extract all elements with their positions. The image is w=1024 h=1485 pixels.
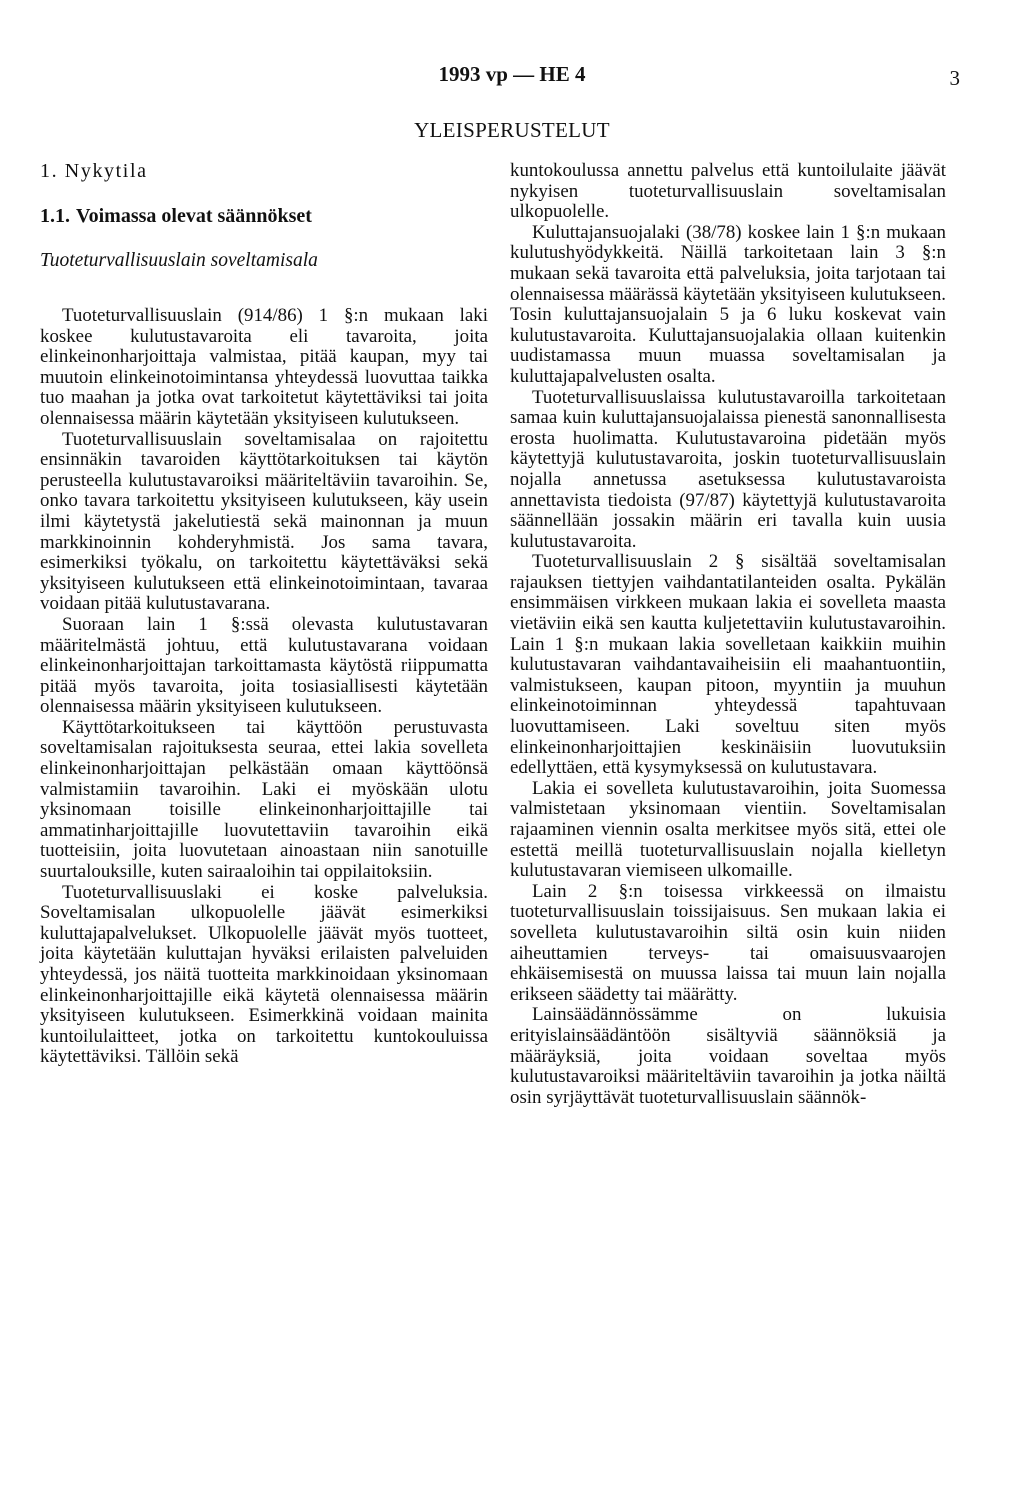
left-column — [40, 306, 488, 1068]
paragraph: Kuluttajansuojalaki (38/78) koskee lain 1 §:n mukaan kulutushyödykkeitä. Näillä tarkoitetaan lain 3 §:n mukaan sekä tavaroita että palveluksia, joita tarjotaan tai olennaisessa määrässä käytetään yksityiseen kulutukseen. Tosin kuluttajansuojalain 5 ja 6 luku koskevat vain kulutustavaroita. Kuluttajansuojalakia ollaan kuitenkin uudistamassa muun muassa soveltamisalan ja kuluttajapalvelusten osalta. — [510, 221, 946, 387]
page-number: 3 — [949, 66, 960, 90]
paragraph: Lainsäädännössämme on lukuisia erityislainsäädäntöön sisältyviä säännöksiä ja määräyksiä, joita voidaan soveltaa myös kulutustavaroiksi määriteltäviin tavaroihin ja jotka näiltä osin syrjäyttävät tuoteturvallisuuslain säännök- — [510, 1004, 946, 1108]
paragraph: Tuoteturvallisuuslaki ei koske palveluksia. Soveltamisalan ulkopuolelle jäävät esimerkiksi kuluttajapalvelukset. Ulkopuolelle jäävät myös tuotteet, joita käytetään kuluttajan hyväksi erilaisten palveluiden yhteydessä, jos näitä tuotteita markkinoidaan yksinomaan elinkeinonharjoittajille eikä käytetä olennaisessa määrin yksityiseen kulutukseen. Esimerkkinä voidaan mainita kuntoilulaitteet, jotka on tarkoitettu kuntokouluissa käytettäviksi. Tällöin sekä — [40, 881, 488, 1068]
subheading-soveltamisala: Tuoteturvallisuuslain soveltamisala — [40, 250, 318, 271]
paragraph: Käyttötarkoitukseen tai käyttöön perustuvasta soveltamisalan rajoituksesta seuraa, ettei lakia sovelleta elinkeinonharjoittajan pelkästään omaan käyttöönsä valmistamiin tavaroihin. Laki ei myöskään ulotu yksinomaan toisille elinkeinonharjoittajille tai ammatinharjoittajille luovutettaviin tavaroihin eikä tuotteisiin, joita luovutetaan ainoastaan niin sanotuille suurtalouksille, kuten sairaaloihin tai oppilaitoksiin. — [40, 716, 488, 883]
paragraph: Suoraan lain 1 §:ssä olevasta kulutustavaran määritelmästä johtuu, että kulutustavarana voidaan elinkeinonharjoittajan tarkoittamasta käytöstä riippumatta pitää myös tavaroita, joita tosiasiallisesti käytetään olennaisessa määrin yksityiseen kulutukseen. — [40, 613, 488, 718]
heading-voimassa-olevat-saannokset — [40, 205, 312, 228]
paragraph: Lain 2 §:n toisessa virkkeessä on ilmaistu tuoteturvallisuuslain toissijaisuus. Sen mukaan lakia ei sovelleta kulutustavaroihin siltä osin kuin niiden aiheuttamien terveys- tai omaisuusvaarojen ehkäisemisestä on muussa laissa tai muun lain nojalla erikseen säädetty tai määrätty. — [510, 880, 946, 1005]
paragraph: Tuoteturvallisuuslain soveltamisalaa on rajoitettu ensinnäkin tavaroiden käyttötarkoituksen tai käytön perusteella kulutustavaroiksi määriteltäviin tavaroihin. Se, onko tavara tarkoitettu yksityiseen kulutukseen, käy usein ilmi käytetystä jakelutiestä sekä mainonnan ja muun markkinoinnin kohderyhmistä. Jos sama tavara, esimerkiksi työkalu, on tarkoitettu käytettäväksi sekä yksityiseen kulutukseen että elinkeinotoimintaan, tavaraa voidaan pitää kulutustavarana. — [40, 428, 488, 615]
paragraph: Lakia ei sovelleta kulutustavaroihin, joita Suomessa valmistetaan yksinomaan vientiin. Soveltamisalan rajaaminen viennin osalta merkitsee myös sitä, ettei ole estettä meillä tuoteturvallisuuslain nojalla kielletyn kulutustavaran viemiseen ulkomaille. — [510, 777, 946, 882]
right-column — [510, 161, 946, 1108]
paragraph: Tuoteturvallisuuslain (914/86) 1 §:n mukaan laki koskee kulutustavaroita eli tavaroita, joita elinkeinonharjoittaja valmistaa, pitää kaupan, myy tai muutoin elinkeinotoimintansa yhteydessä luovuttaa taikka tuo maahan ja jotka ovat tarkoitetut käytettäviksi tai joita olennaisessa määrin käytetään yksityiseen kulutukseen. — [40, 305, 488, 429]
paragraph: Tuoteturvallisuuslain 2 § sisältää soveltamisalan rajauksen tiettyjen vaihdantatilanteiden osalta. Pykälän ensimmäisen virkkeen mukaan lakia ei sovelleta maasta vietäviin eikä sen kautta kuljetettaviin kulutustavaroihin. Lain 1 §:n mukaan lakia sovelletaan kaikkiin muihin kulutustavaran vaihdantavaiheisiin eli maahantuontiin, valmistukseen, kaupan pitoon, myyntiin ja muuhun elinkeinotoiminnan yhteydessä tapahtuvaan luovuttamiseen. Laki soveltuu siten myös elinkeinonharjoittajien keskinäisiin luovutuksiin edellyttäen, että kysymyksessä on kulutustavara. — [510, 551, 946, 779]
heading-text: Voimassa olevat säännökset — [76, 205, 312, 227]
heading-nykytila: 1. Nykytila — [40, 160, 148, 182]
heading-number: 1.1. — [40, 205, 70, 227]
paragraph: kuntokoulussa annettu palvelus että kuntoilulaite jäävät nykyisen tuoteturvallisuuslain soveltamisalan ulkopuolelle. — [510, 160, 946, 223]
running-head: 1993 vp — HE 4 — [438, 62, 586, 86]
paragraph: Tuoteturvallisuuslaissa kulutustavaroilla tarkoitetaan samaa kuin kuluttajansuojalaissa pienestä sanonnallisesta erosta huolimatta. Kulutustavaroina pidetään myös käytettyjä kulutustavaroita, joskin tuoteturvallisuuslain nojalla annetussa asetuksessa kulutustavaroista annettavista tiedoista (97/87) käytettyjä kulutustavaroita säännellään jossakin määrin eri tavalla kuin uusia kulutustavaroita. — [510, 386, 946, 552]
section-title: YLEISPERUSTELUT — [414, 118, 610, 142]
